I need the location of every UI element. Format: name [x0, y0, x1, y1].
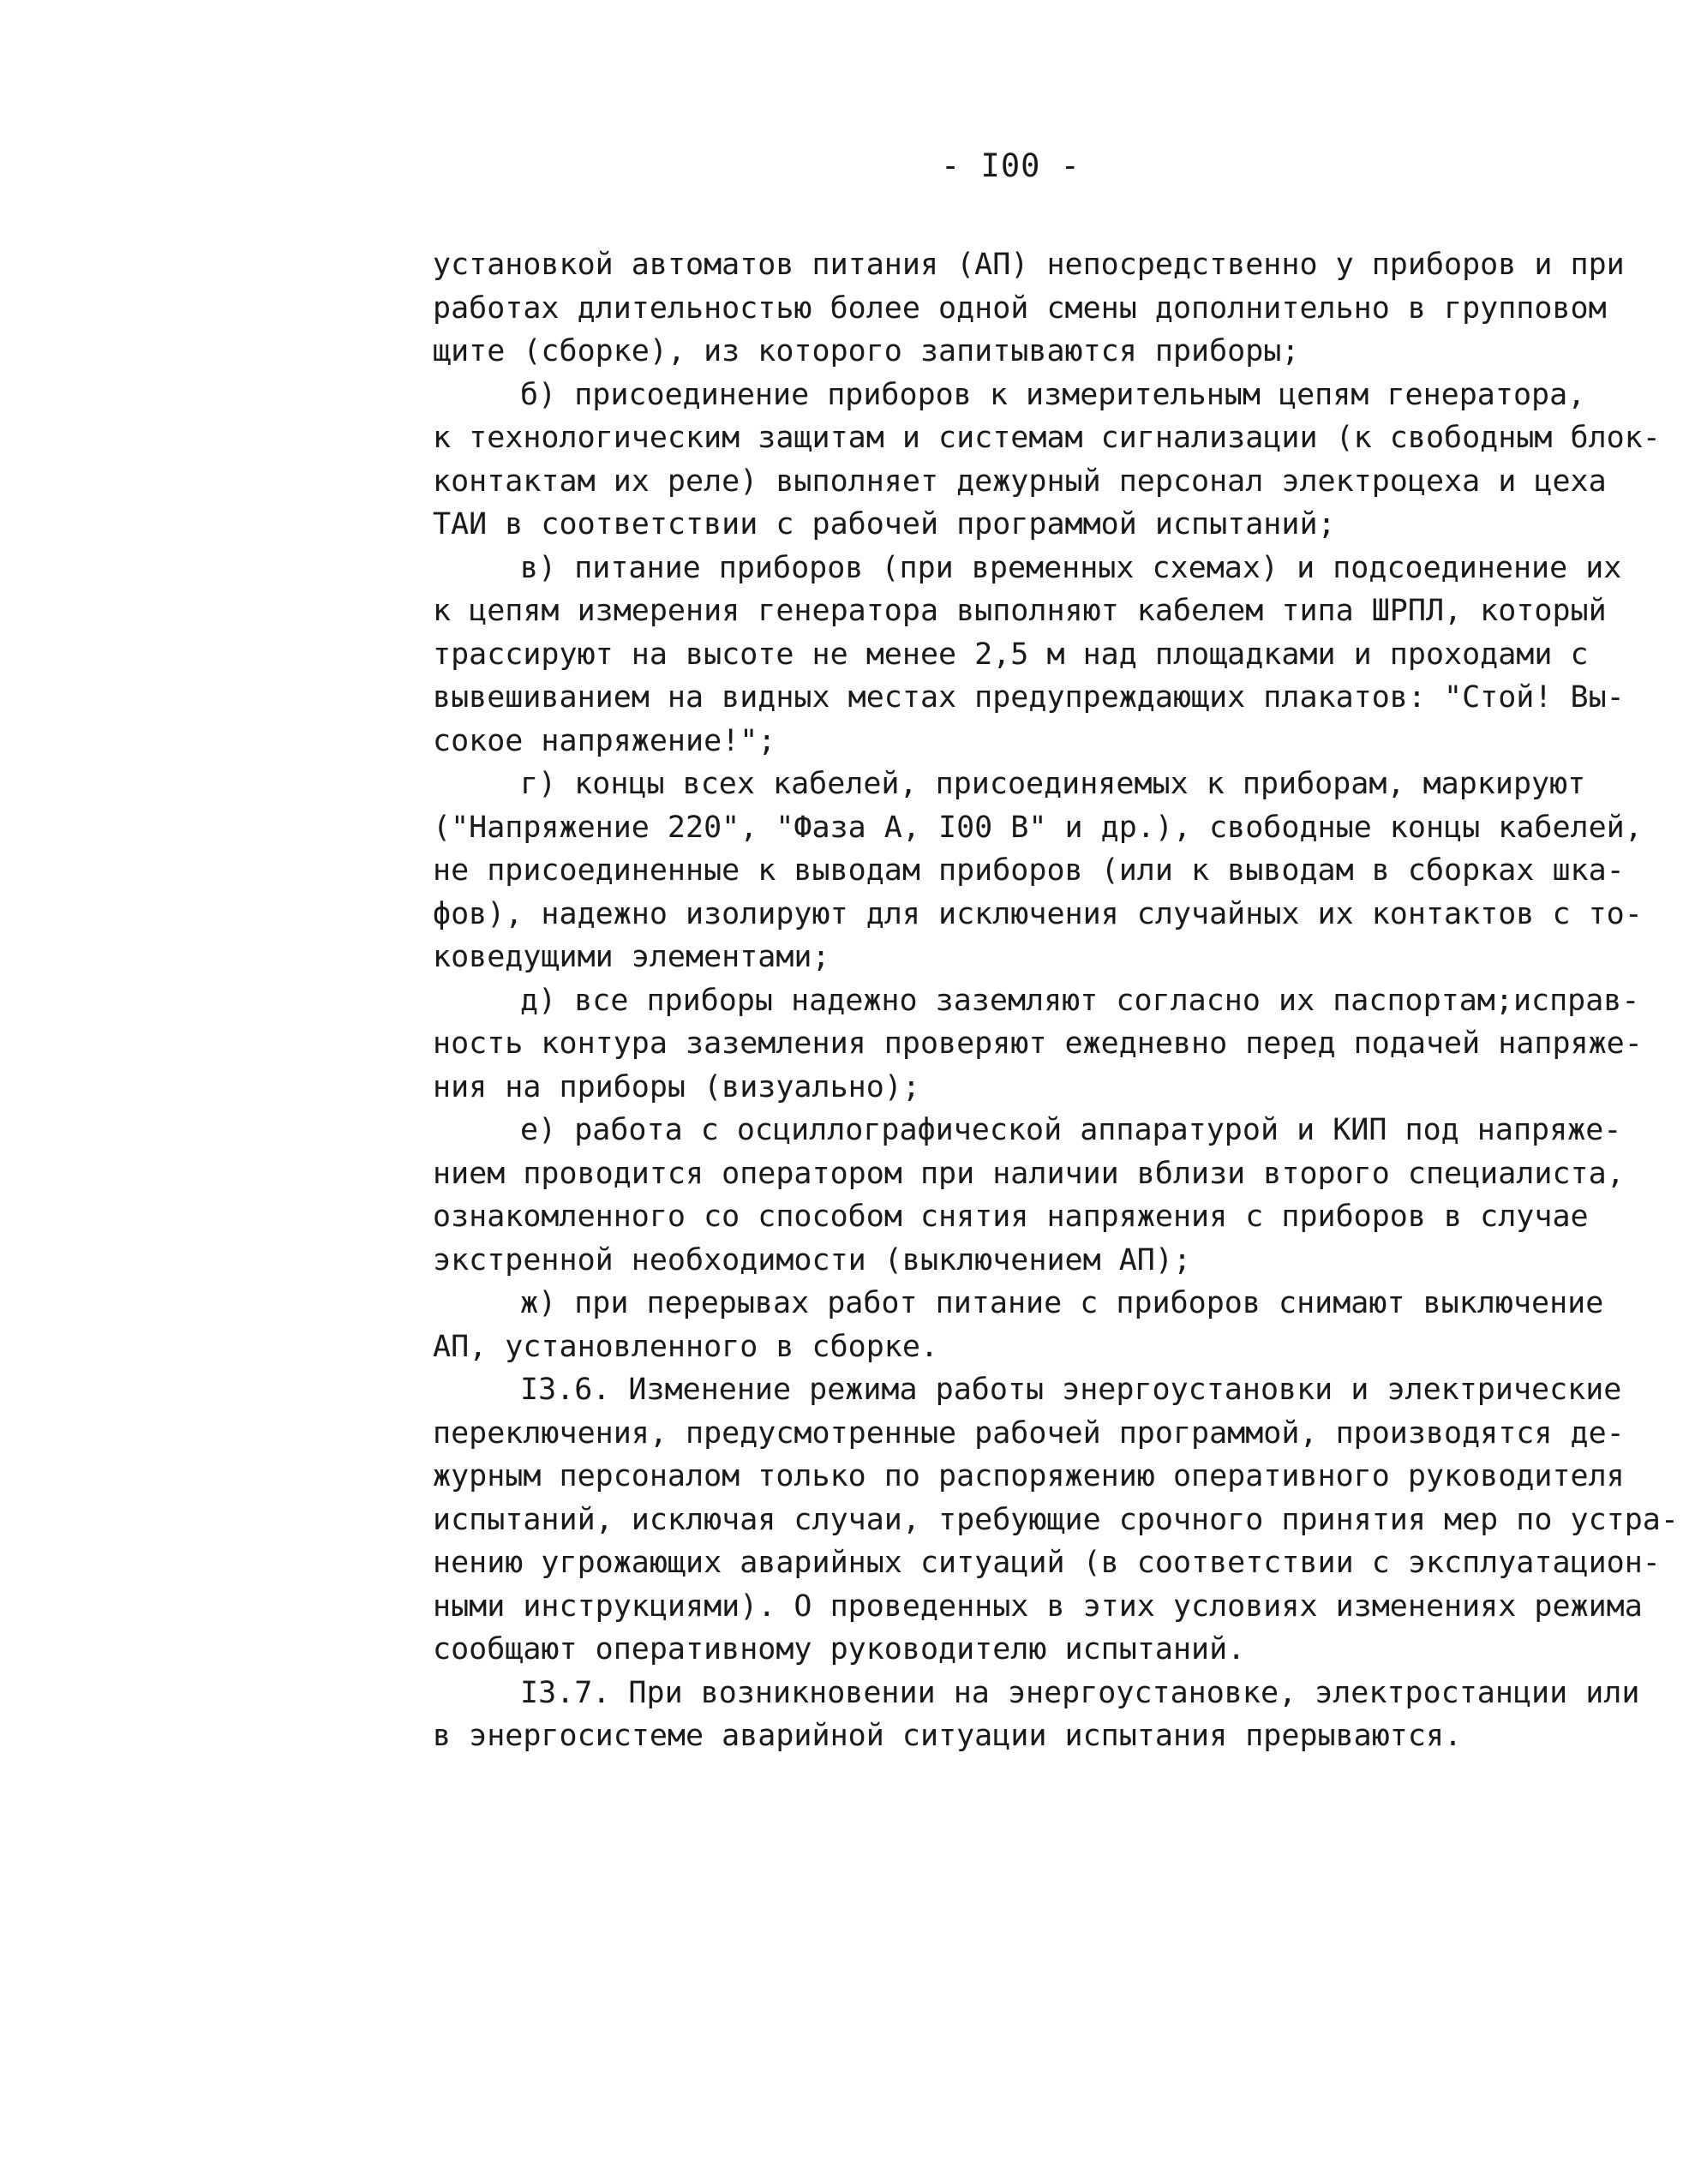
text-line: в) питание приборов (при временных схемах) и подсоединение их [520, 550, 1622, 585]
text-line: сокое напряжение!"; [433, 723, 776, 758]
text-line: ("Напряжение 220", "Фаза А, I00 В" и др.), свободные концы кабелей, [433, 810, 1643, 845]
document-body [433, 243, 1679, 1758]
text-line: I3.6. Изменение режима работы энергоустановки и электрические [520, 1373, 1622, 1407]
page-number: - I00 - [941, 147, 1081, 184]
text-line: журным персоналом только по распоряжению оперативного руководителя [433, 1459, 1625, 1493]
text-line: I3.7. При возникновении на энергоустановке, электростанции или [520, 1675, 1640, 1710]
text-line: коведущими элементами; [433, 940, 830, 974]
text-line: не присоединенные к выводам приборов (или к выводам в сборках шка- [433, 853, 1625, 888]
text-line: ность контура заземления проверяют ежедневно перед подачей напряже- [433, 1026, 1643, 1061]
text-line: щите (сборке), из которого запитываются приборы; [433, 334, 1300, 368]
text-line: к цепям измерения генератора выполняют кабелем типа ШРПЛ, который [433, 594, 1607, 628]
text-line: г) концы всех кабелей, присоединяемых к приборам, маркируют [520, 767, 1586, 801]
text-line: ознакомленного со способом снятия напряжения с приборов в случае [433, 1200, 1589, 1234]
text-line: фов), надежно изолируют для исключения случайных их контактов с то- [433, 896, 1643, 931]
text-line: переключения, предусмотренные рабочей программой, производятся де- [433, 1415, 1625, 1451]
text-line: АП, установленного в сборке. [433, 1329, 939, 1364]
text-line: в энергосистеме аварийной ситуации испытания прерываются. [433, 1719, 1463, 1753]
text-line: к технологическим защитам и системам сигнализации (к свободным блок- [433, 421, 1661, 455]
text-line: контактам их реле) выполняет дежурный персонал электроцеха и цеха [433, 464, 1607, 499]
text-line: ж) при перерывах работ питание с приборов снимают выключение [520, 1286, 1604, 1320]
text-line: ния на приборы (визуально); [433, 1069, 920, 1104]
text-line: сообщают оперативному руководителю испытаний. [433, 1632, 1246, 1666]
text-line: испытаний, исключая случаи, требующие срочного принятия мер по устра- [433, 1502, 1679, 1537]
text-line: нению угрожающих аварийных ситуаций (в соответствии с эксплуатацион- [433, 1546, 1661, 1580]
text-line: вывешиванием на видных местах предупреждающих плакатов: "Стой! Вы- [433, 680, 1625, 715]
text-line: экстренной необходимости (выключением АП); [433, 1242, 1192, 1277]
text-line: д) все приборы надежно заземляют согласно их паспортам;исправ- [520, 983, 1640, 1018]
text-line: ными инструкциями). О проведенных в этих условиях изменениях режима [433, 1589, 1643, 1624]
text-line: б) присоединение приборов к измерительным цепям генератора, [520, 377, 1586, 412]
text-line: ТАИ в соответствии с рабочей программой испытаний; [433, 507, 1336, 542]
text-line: нием проводится оператором при наличии вблизи второго специалиста, [433, 1156, 1625, 1191]
text-line: е) работа с осциллографической аппаратурой и КИП под напряже- [520, 1113, 1622, 1147]
text-line: установкой автоматов питания (АП) непосредственно у приборов и при [433, 248, 1625, 282]
text-line: трассируют на высоте не менее 2,5 м над площадками и проходами с [433, 637, 1589, 672]
text-line: работах длительностью более одной смены дополнительно в групповом [433, 290, 1607, 326]
